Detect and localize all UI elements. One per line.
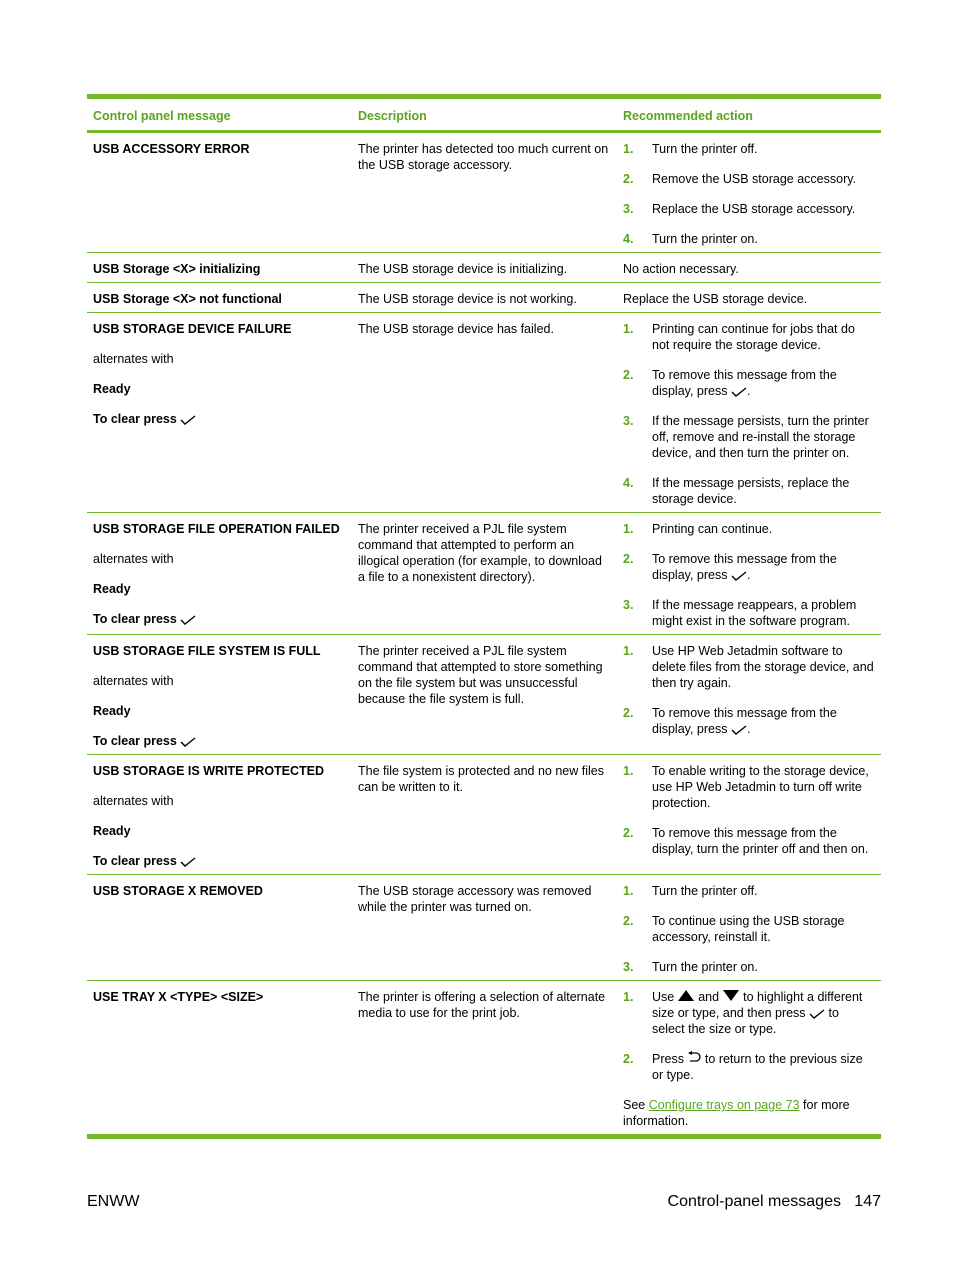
description-text: The USB storage accessory was removed while the printer was turned on. xyxy=(358,884,592,914)
clear-text: To clear press xyxy=(93,612,177,626)
list-item: 2. Remove the USB storage accessory. xyxy=(623,172,857,186)
action-steps xyxy=(623,141,875,247)
alternates-text: alternates with xyxy=(93,794,174,808)
list-item: 2. To remove this message from the display, turn the printer off and then on. xyxy=(623,826,869,856)
description-text: The printer has detected too much current on the USB storage accessory. xyxy=(358,142,609,172)
checkmark-icon xyxy=(731,725,747,735)
description-text: The printer received a PJL file system command that attempted to perform an illogical operation (for example, to download a file to a nonexistent directory). xyxy=(358,522,602,584)
clear-text: To clear press xyxy=(93,734,177,748)
checkmark-icon xyxy=(180,857,196,867)
ready-text: Ready xyxy=(93,704,131,718)
checkmark-icon xyxy=(180,615,196,625)
message-text: USE TRAY X <TYPE> <SIZE> xyxy=(93,990,264,1004)
action-steps xyxy=(623,989,875,1083)
alternates-text: alternates with xyxy=(93,352,174,366)
message-text: USB STORAGE X REMOVED xyxy=(93,884,263,898)
back-arrow-icon xyxy=(687,1051,701,1063)
table-row xyxy=(87,981,881,1134)
messages-table xyxy=(87,94,881,1139)
description-text: The printer received a PJL file system command that attempted to store something on the file system but was unsuccessful because the file system is full. xyxy=(358,644,603,706)
list-item: 2. To remove this message from the display, press . xyxy=(623,552,837,582)
list-item: 1. Printing can continue. xyxy=(623,522,773,536)
checkmark-icon xyxy=(731,387,747,397)
list-item: 3. Replace the USB storage accessory. xyxy=(623,202,856,216)
alternates-text: alternates with xyxy=(93,674,174,688)
list-item: 1. Use and to highlight a different size or type, and then press to select the size or type. xyxy=(623,990,863,1036)
list-item: 1. Turn the printer off. xyxy=(623,142,758,156)
action-steps xyxy=(623,883,875,975)
list-item: 4. Turn the printer on. xyxy=(623,232,758,246)
message-text: USB Storage <X> initializing xyxy=(93,262,261,276)
table-bottom-rule xyxy=(87,1134,881,1139)
configure-trays-link[interactable]: Configure trays on page 73 xyxy=(648,1098,800,1112)
message-text: USB ACCESSORY ERROR xyxy=(93,142,250,156)
ready-text: Ready xyxy=(93,382,131,396)
description-text: The USB storage device is not working. xyxy=(358,292,577,306)
list-item: 2. Press to return to the previous size or type. xyxy=(623,1052,863,1082)
checkmark-icon xyxy=(180,737,196,747)
table-row xyxy=(87,875,881,981)
description-text: The file system is protected and no new files can be written to it. xyxy=(358,764,604,794)
list-item: 1. Use HP Web Jetadmin software to delete files from the storage device, and then try again. xyxy=(623,644,874,690)
checkmark-icon xyxy=(809,1009,825,1019)
table-row xyxy=(87,313,881,513)
message-text: USB STORAGE FILE SYSTEM IS FULL xyxy=(93,644,321,658)
see-also: See Configure trays on page 73 for more information. xyxy=(623,1098,850,1128)
table-row xyxy=(87,253,881,283)
footer-left: ENWW xyxy=(87,1193,140,1210)
table-header xyxy=(87,99,881,130)
message-text: USB STORAGE IS WRITE PROTECTED xyxy=(93,764,325,778)
list-item: 1. Turn the printer off. xyxy=(623,884,758,898)
description-text: The USB storage device has failed. xyxy=(358,322,554,336)
action-steps xyxy=(623,643,875,737)
clear-text: To clear press xyxy=(93,854,177,868)
down-arrow-icon xyxy=(722,989,740,1002)
clear-text: To clear press xyxy=(93,412,177,426)
page-footer xyxy=(87,1193,881,1211)
header-description: Description xyxy=(358,109,427,123)
header-action: Recommended action xyxy=(623,109,753,123)
action-steps xyxy=(623,321,875,507)
ready-text: Ready xyxy=(93,824,131,838)
message-text: USB STORAGE FILE OPERATION FAILED xyxy=(93,522,340,536)
message-text: USB Storage <X> not functional xyxy=(93,292,282,306)
alternates-text: alternates with xyxy=(93,552,174,566)
list-item: 1. To enable writing to the storage device, use HP Web Jetadmin to turn off write protection. xyxy=(623,764,869,810)
description-text: The printer is offering a selection of alternate media to use for the print job. xyxy=(358,990,606,1020)
checkmark-icon xyxy=(731,571,747,581)
list-item: 2. To continue using the USB storage accessory, reinstall it. xyxy=(623,914,845,944)
list-item: 2. To remove this message from the display, press . xyxy=(623,368,837,398)
checkmark-icon xyxy=(180,415,196,425)
message-text: USB STORAGE DEVICE FAILURE xyxy=(93,322,292,336)
table-row xyxy=(87,635,881,755)
ready-text: Ready xyxy=(93,582,131,596)
action-text: No action necessary. xyxy=(623,262,739,276)
list-item: 4. If the message persists, replace the storage device. xyxy=(623,476,850,506)
table-row xyxy=(87,133,881,253)
description-text: The USB storage device is initializing. xyxy=(358,262,568,276)
action-text: Replace the USB storage device. xyxy=(623,292,808,306)
list-item: 2. To remove this message from the display, press . xyxy=(623,706,837,736)
up-arrow-icon xyxy=(677,989,695,1002)
action-steps xyxy=(623,521,875,629)
table-row xyxy=(87,755,881,875)
footer-right: Control-panel messages 147 xyxy=(667,1193,881,1210)
list-item: 3. Turn the printer on. xyxy=(623,960,758,974)
header-message: Control panel message xyxy=(93,109,231,123)
table-row xyxy=(87,513,881,635)
list-item: 3. If the message persists, turn the printer off, remove and re-install the storage device, and then turn the printer on. xyxy=(623,414,869,460)
list-item: 1. Printing can continue for jobs that do not require the storage device. xyxy=(623,322,855,352)
table-row xyxy=(87,283,881,313)
list-item: 3. If the message reappears, a problem might exist in the software program. xyxy=(623,598,857,628)
action-steps xyxy=(623,763,875,857)
